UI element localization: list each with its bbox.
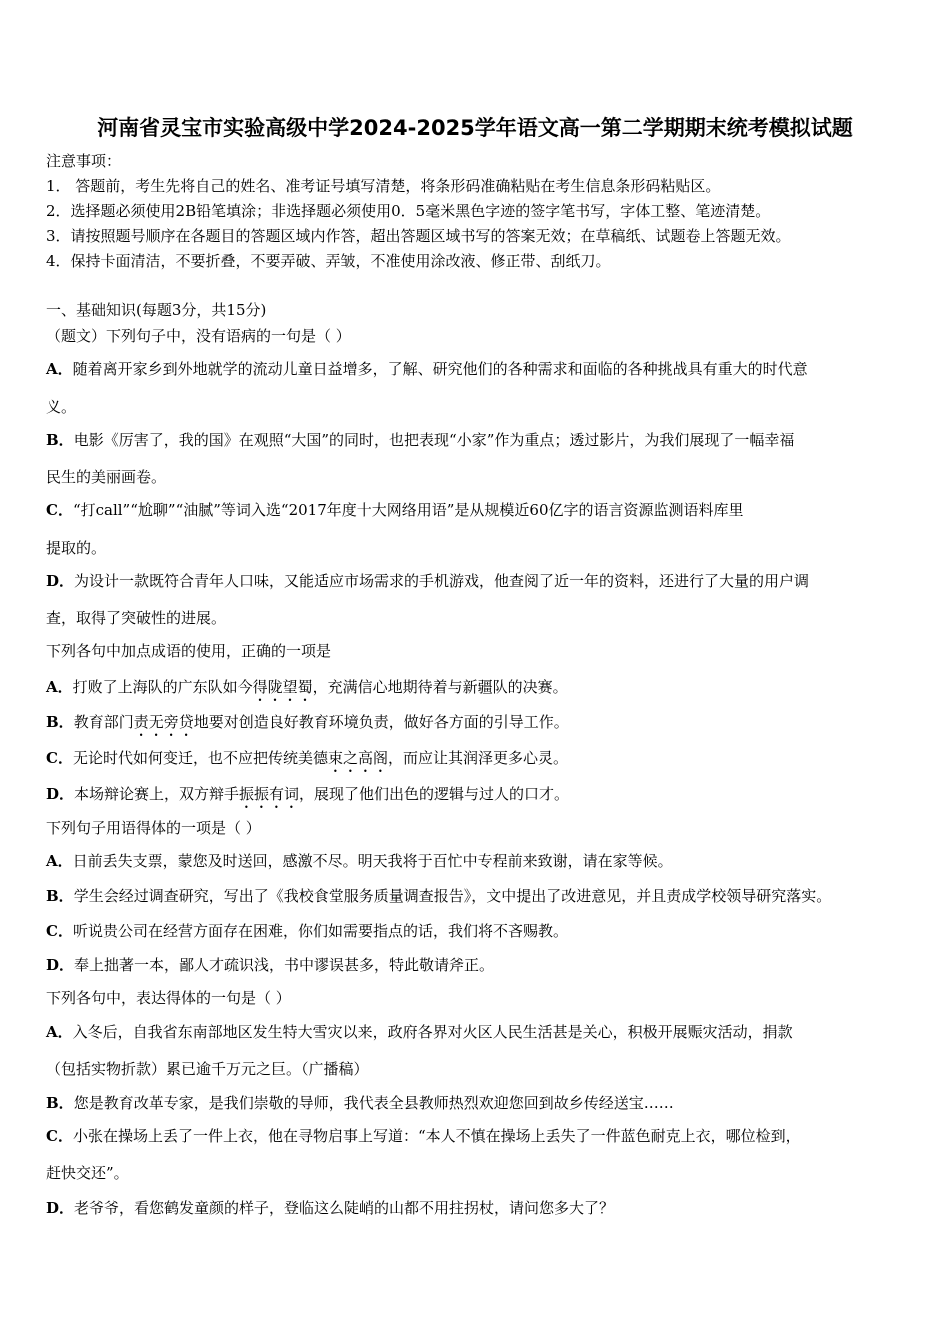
question-2-stem: 下列各句中加点成语的使用，正确的一项是 bbox=[46, 642, 332, 660]
option-letter: A． bbox=[46, 1023, 73, 1041]
question-4-option-b: B．您是教育改革专家，是我们崇敬的导师，我代表全县教师热烈欢迎您回到故乡传经送宝…… bbox=[46, 1094, 674, 1112]
notice-item-2: 2．选择题必须使用2B铅笔填涂；非选择题必须使用0．5毫米黑色字迹的签字笔书写，字体工整、笔迹清楚。 bbox=[46, 202, 771, 220]
option-letter: B． bbox=[46, 1094, 74, 1112]
option-letter: D． bbox=[46, 956, 75, 974]
marked-idiom: 得陇望蜀 bbox=[252, 678, 313, 696]
option-letter: A． bbox=[46, 852, 73, 870]
question-1-option-a: A．随着离开家乡到外地就学的流动儿童日益增多，了解、研究他们的各种需求和面临的各种挑战具有重大的时代意 bbox=[46, 360, 808, 378]
question-4-option-c: C．小张在操场上丢了一件上衣，他在寻物启事上写道：“本人不慎在操场上丢失了一件蓝色耐克上衣，哪位检到， bbox=[46, 1127, 801, 1145]
option-letter: B． bbox=[46, 713, 74, 731]
question-3-option-b: B．学生会经过调查研究，写出了《我校食堂服务质量调查报告》，文中提出了改进意见，并且责成学校领导研究落实。 bbox=[46, 887, 832, 905]
question-4-option-a: A．入冬后，自我省东南部地区发生特大雪灾以来，政府各界对火区人民生活甚是关心，积极开展赈灾活动，捐款 bbox=[46, 1023, 793, 1041]
question-3-stem: 下列句子用语得体的一项是（ ） bbox=[46, 819, 261, 837]
option-text: 本场辩论赛上，双方辩手 bbox=[74, 785, 240, 803]
question-1-option-d: D．为设计一款既符合青年人口味，又能适应市场需求的手机游戏，他查阅了近一年的资料，还进行了大量的用户调 bbox=[46, 572, 810, 590]
notice-item-1: 1． 答题前，考生先将自己的姓名、准考证号填写清楚，将条形码准确粘贴在考生信息条形码粘贴区。 bbox=[46, 177, 721, 195]
notice-item-4: 4．保持卡面清洁，不要折叠，不要弄破、弄皱，不准使用涂改液、修正带、刮纸刀。 bbox=[46, 252, 611, 270]
question-4-option-a-cont: （包括实物折款）累已逾千万元之巨。（广播稿） bbox=[46, 1060, 369, 1078]
notice-heading: 注意事项： bbox=[46, 152, 122, 170]
notice-item-3: 3．请按照题号顺序在各题目的答题区域内作答，超出答题区域书写的答案无效；在草稿纸、试题卷上答题无效。 bbox=[46, 227, 791, 245]
question-3-option-a: A．日前丢失支票，蒙您及时送回，感激不尽。明天我将于百忙中专程前来致谢，请在家等候。 bbox=[46, 852, 673, 870]
question-2-option-d bbox=[46, 784, 930, 812]
option-letter: C． bbox=[46, 922, 73, 940]
question-3-option-d: D．奉上拙著一本，鄙人才疏识浅，书中谬误甚多，特此敬请斧正。 bbox=[46, 956, 495, 974]
question-4-option-d: D．老爷爷，看您鹤发童颜的样子，登临这么陡峭的山都不用拄拐杖，请问您多大了？ bbox=[46, 1199, 615, 1217]
question-1-option-b-cont: 民生的美丽画卷。 bbox=[46, 468, 167, 486]
question-2-option-b bbox=[46, 712, 930, 740]
marked-idiom: 责无旁贷 bbox=[133, 713, 194, 731]
option-text: 无论时代如何变迁，也不应把传统美德 bbox=[72, 749, 328, 767]
option-letter: D． bbox=[46, 572, 75, 590]
question-4-stem: 下列各句中，表达得体的一句是（ ） bbox=[46, 989, 291, 1007]
page-title: 河南省灵宝市实验高级中学2024-2025学年语文高一第二学期期末统考模拟试题 bbox=[97, 116, 853, 140]
question-1-stem: （题文）下列句子中，没有语病的一句是（ ） bbox=[46, 327, 351, 345]
option-text: 地要对创造良好教育环境负责，做好各方面的引导工作。 bbox=[193, 713, 569, 731]
question-2-option-a bbox=[46, 677, 930, 705]
option-letter: C． bbox=[46, 1127, 73, 1145]
option-letter: D． bbox=[46, 785, 75, 803]
option-letter: B． bbox=[46, 431, 74, 449]
option-letter: C． bbox=[46, 501, 73, 519]
option-letter: C． bbox=[46, 749, 73, 767]
option-letter: A． bbox=[46, 360, 73, 378]
question-1-option-c: C．“打call”“尬聊”“油腻”等词入选“2017年度十大网络用语”是从规模近60亿字的语言资源监测语料库里 bbox=[46, 501, 744, 519]
question-1-option-a-cont: 义。 bbox=[46, 398, 77, 416]
question-2-option-c bbox=[46, 748, 930, 776]
option-text: ，展现了他们出色的逻辑与过人的口才。 bbox=[299, 785, 570, 803]
option-text: ，而应让其润泽更多心灵。 bbox=[387, 749, 568, 767]
option-text: ，充满信心地期待着与新疆队的决赛。 bbox=[312, 678, 568, 696]
option-letter: B． bbox=[46, 887, 74, 905]
question-4-option-c-cont: 赶快交还”。 bbox=[46, 1164, 129, 1182]
marked-idiom: 振振有词 bbox=[239, 785, 300, 803]
question-1-option-b: B．电影《厉害了，我的国》在观照“大国”的同时，也把表现“小家”作为重点；透过影片，为我们展现了一幅幸福 bbox=[46, 431, 795, 449]
option-text: 教育部门 bbox=[73, 713, 134, 731]
section-heading: 一、基础知识(每题3分，共15分) bbox=[46, 301, 267, 319]
option-letter: A． bbox=[46, 678, 73, 696]
question-1-option-d-cont: 查，取得了突破性的进展。 bbox=[46, 609, 227, 627]
marked-idiom: 束之高阁 bbox=[327, 749, 388, 767]
question-3-option-c: C．听说贵公司在经营方面存在困难，你们如需要指点的话，我们将不吝赐教。 bbox=[46, 922, 568, 940]
option-letter: D． bbox=[46, 1199, 75, 1217]
question-1-option-c-cont: 提取的。 bbox=[46, 539, 107, 557]
option-text: 打败了上海队的广东队如今 bbox=[72, 678, 253, 696]
